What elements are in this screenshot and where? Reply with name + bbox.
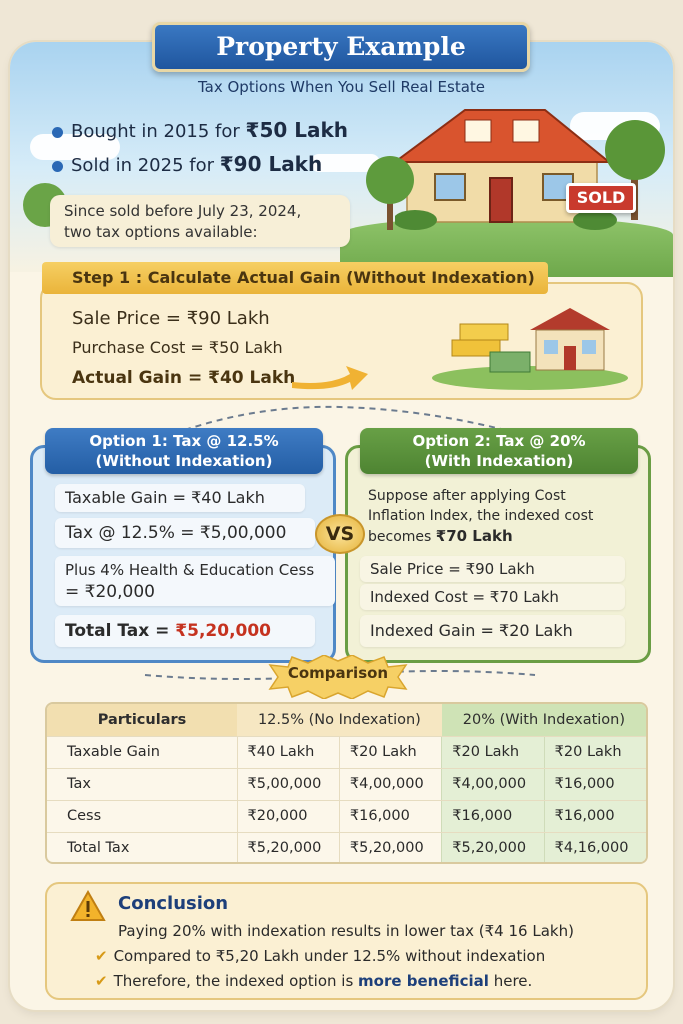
sold-line: Sold in 2025 for ₹90 Lakh [52, 152, 322, 176]
table-header-row [47, 704, 646, 736]
option1-total-tax: Total Tax = ₹5,20,000 [55, 615, 315, 647]
option2-indexed-gain: Indexed Gain = ₹20 Lakh [360, 615, 625, 647]
tree-icon [365, 150, 415, 230]
table-row: Cess ₹20,000 ₹16,000 ₹16,000 ₹16,000 [47, 800, 646, 832]
conclusion-line-3: ✔ Therefore, the indexed option is more beneficial here. [95, 972, 533, 990]
bullet-icon [52, 127, 63, 138]
bought-amount: ₹50 Lakh [245, 118, 349, 142]
option1-header: Option 1: Tax @ 12.5% (Without Indexation) [45, 428, 323, 474]
page-title: Property Example [152, 22, 530, 72]
option2-sale-price: Sale Price = ₹90 Lakh [360, 556, 625, 582]
sold-sign: SOLD [566, 183, 636, 213]
step1-sale-price: Sale Price = ₹90 Lakh [72, 308, 270, 329]
comparison-table [45, 702, 648, 864]
conclusion-title: Conclusion [118, 893, 229, 914]
gold-and-house-icon [430, 300, 630, 390]
table-header-with-indexation: 20% (With Indexation) [442, 704, 646, 736]
bought-line: Bought in 2015 for ₹50 Lakh [52, 118, 348, 142]
warning-icon [70, 890, 106, 922]
table-header-particulars: Particulars [47, 704, 237, 736]
table-row: Taxable Gain ₹40 Lakh ₹20 Lakh ₹20 Lakh ₹20 Lakh [47, 736, 646, 768]
sold-amount: ₹90 Lakh [219, 152, 323, 176]
option1-taxable-gain: Taxable Gain = ₹40 Lakh [55, 484, 305, 512]
check-icon: ✔ [95, 972, 108, 990]
bullet-icon [52, 161, 63, 172]
option2-header: Option 2: Tax @ 20% (With Indexation) [360, 428, 638, 474]
table-row: Tax ₹5,00,000 ₹4,00,000 ₹4,00,000 ₹16,000 [47, 768, 646, 800]
arrow-right-icon [290, 362, 370, 392]
option2-indexed-cost: Indexed Cost = ₹70 Lakh [360, 584, 625, 610]
vs-badge: VS [315, 514, 365, 554]
table-header-no-indexation: 12.5% (No Indexation) [237, 704, 442, 736]
step1-purchase-cost: Purchase Cost = ₹50 Lakh [72, 338, 283, 357]
conclusion-line-2: ✔ Compared to ₹5,20 Lakh under 12.5% without indexation [95, 947, 546, 965]
check-icon: ✔ [95, 947, 108, 965]
option1-tax: Tax @ 12.5% = ₹5,00,000 [55, 518, 315, 548]
option2-note: Suppose after applying Cost Inflation Index, the indexed cost becomes ₹70 Lakh [368, 488, 594, 545]
page-subtitle: Tax Options When You Sell Real Estate [197, 78, 486, 96]
step1-actual-gain: Actual Gain = ₹40 Lakh [72, 368, 296, 388]
conclusion-line-1: Paying 20% with indexation results in lower tax (₹4 16 Lakh) [118, 922, 574, 940]
comparison-label: Comparison [287, 664, 389, 682]
option1-cess: Plus 4% Health & Education Cess = ₹20,000 [55, 556, 335, 606]
intro-note: Since sold before July 23, 2024, two tax options available: [50, 195, 350, 247]
step1-title: Step 1 : Calculate Actual Gain (Without Indexation) [42, 262, 548, 294]
table-row: Total Tax ₹5,20,000 ₹5,20,000 ₹5,20,000 ₹4,16,000 [47, 832, 646, 864]
